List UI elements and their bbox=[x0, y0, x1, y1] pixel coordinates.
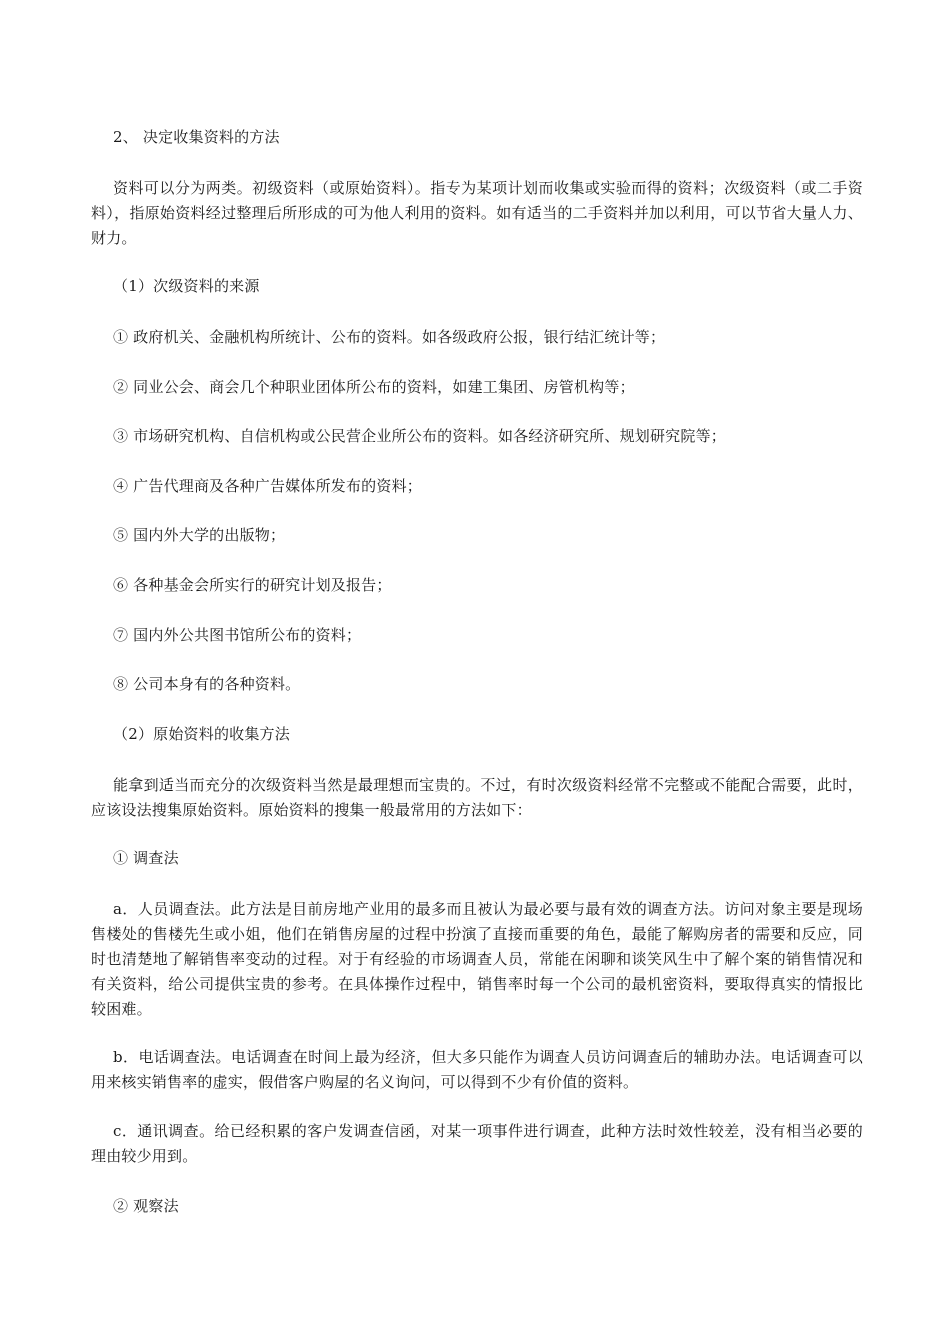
survey-method-c: c．通讯调查。给已经积累的客户发调查信函，对某一项事件进行调查，此种方法时效性较差，没有相当必要的理由较少用到。 bbox=[91, 1122, 863, 1165]
primary-methods-title: （2）原始资料的收集方法 bbox=[113, 725, 290, 743]
primary-intro-paragraph: 能拿到适当而充分的次级资料当然是最理想而宝贵的。不过，有时次级资料经常不完整或不能配合需要，此时，应该设法搜集原始资料。原始资料的搜集一般最常用的方法如下： bbox=[91, 776, 863, 819]
secondary-source-item: ④ 广告代理商及各种广告媒体所发布的资料； bbox=[113, 477, 422, 495]
secondary-source-item: ③ 市场研究机构、自信机构或公民营企业所公布的资料。如各经济研究所、规划研究院等； bbox=[113, 427, 726, 445]
survey-method-b: b．电话调查法。电话调查在时间上最为经济，但大多只能作为调查人员访问调查后的辅助办法。电话调查可以用来核实销售率的虚实，假借客户购屋的名义询问，可以得到不少有价值的资料。 bbox=[91, 1048, 863, 1091]
intro-paragraph: 资料可以分为两类。初级资料（或原始资料）。指专为某项计划而收集或实验而得的资料；次级资料（或二手资料），指原始资料经过整理后所形成的可为他人利用的资料。如有适当的二手资料并加以利用，可以节省大量人力、财力。 bbox=[91, 179, 863, 247]
section-heading: 2、 决定收集资料的方法 bbox=[113, 128, 280, 146]
secondary-source-item: ⑧ 公司本身有的各种资料。 bbox=[113, 675, 301, 693]
survey-method-title: ① 调查法 bbox=[113, 849, 179, 867]
observation-method-title: ② 观察法 bbox=[113, 1197, 179, 1215]
survey-method-a: a．人员调查法。此方法是目前房地产业用的最多而且被认为最必要与最有效的调查方法。访问对象主要是现场售楼处的售楼先生或小姐，他们在销售房屋的过程中扮演了直接而重要的角色，最能了解购房者的需要和反应，同时也清楚地了解销售率变动的过程。对于有经验的市场调查人员，常能在闲聊和谈笑风生中了解个案的销售情况和有关资料，给公司提供宝贵的参考。在具体操作过程中，销售率时每一个公司的最机密资料，要取得真实的情报比较困难。 bbox=[91, 900, 863, 1018]
secondary-source-item: ② 同业公会、商会几个种职业团体所公布的资料，如建工集团、房管机构等； bbox=[113, 378, 635, 396]
secondary-source-item: ⑦ 国内外公共图书馆所公布的资料； bbox=[113, 626, 362, 644]
secondary-sources-title: （1）次级资料的来源 bbox=[113, 277, 260, 295]
secondary-source-item: ⑤ 国内外大学的出版物； bbox=[113, 526, 286, 544]
secondary-source-item: ① 政府机关、金融机构所统计、公布的资料。如各级政府公报，银行结汇统计等； bbox=[113, 328, 666, 346]
secondary-source-item: ⑥ 各种基金会所实行的研究计划及报告； bbox=[113, 576, 392, 594]
